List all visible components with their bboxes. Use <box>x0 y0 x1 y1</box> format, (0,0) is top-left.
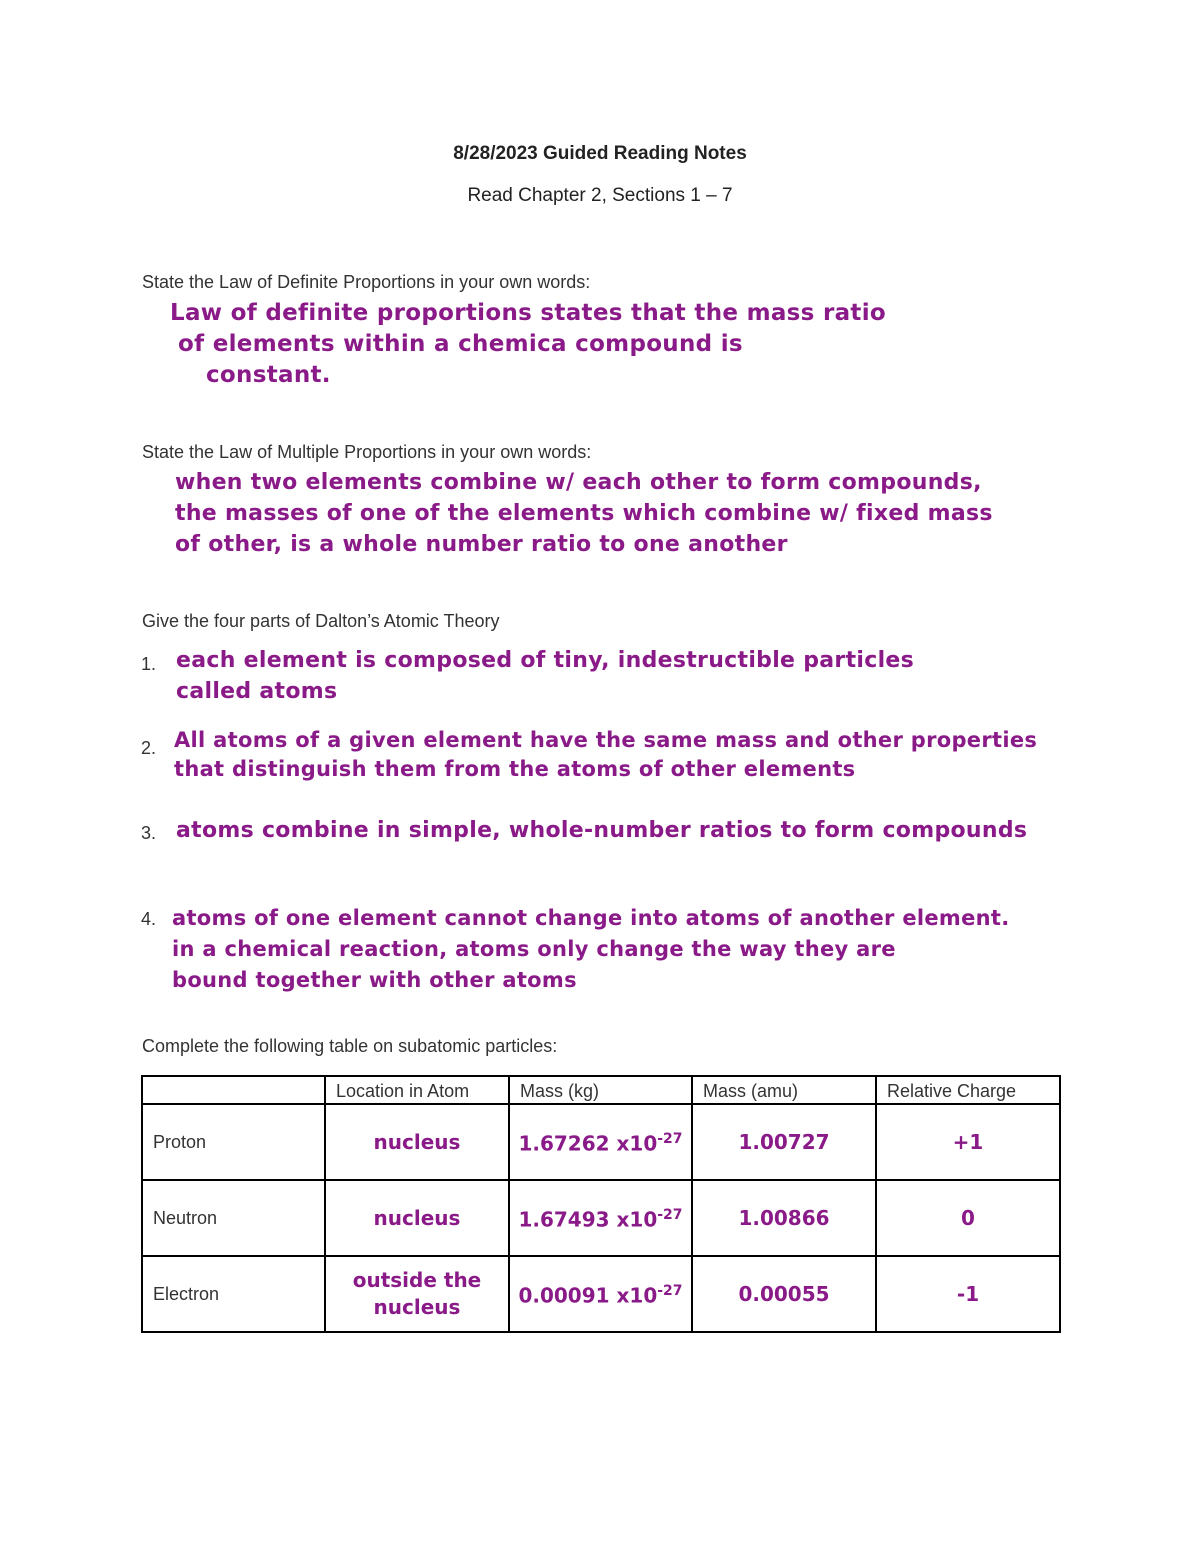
table-row <box>142 1256 1060 1332</box>
dalton-item-line: each element is composed of tiny, indestructible particles <box>176 648 915 673</box>
dalton-item-number: 2. <box>141 738 157 758</box>
dalton-item-line: in a chemical reaction, atoms only change the way they are <box>172 937 896 961</box>
definite-prompt: State the Law of Definite Proportions in your own words: <box>142 272 591 292</box>
mass-kg-exponent: -27 <box>657 1283 683 1300</box>
subatomic-table <box>141 1075 1061 1333</box>
multiple-prompt: State the Law of Multiple Proportions in your own words: <box>142 442 592 462</box>
table-prompt: Complete the following table on subatomic particles: <box>142 1036 558 1056</box>
mass-amu-cell: 1.00727 <box>692 1104 876 1180</box>
dalton-item-line: called atoms <box>176 679 338 704</box>
page-title: 8/28/2023 Guided Reading Notes <box>453 143 747 164</box>
dalton-item-number: 1. <box>141 654 157 674</box>
page-subtitle: Read Chapter 2, Sections 1 – 7 <box>467 185 733 206</box>
dalton-item-number: 3. <box>141 823 157 843</box>
mass-kg-mantissa: 1.67262 x10 <box>518 1131 658 1156</box>
definite-answer-line: Law of definite proportions states that the mass ratio <box>170 300 887 326</box>
table-header-row <box>142 1076 1060 1104</box>
table-row <box>142 1104 1060 1180</box>
dalton-item-line: All atoms of a given element have the same mass and other properties <box>174 728 1038 752</box>
dalton-prompt: Give the four parts of Dalton’s Atomic Theory <box>142 611 500 631</box>
charge-cell: 0 <box>876 1180 1060 1256</box>
mass-amu-cell: 1.00866 <box>692 1180 876 1256</box>
location-cell: outside the nucleus <box>325 1256 509 1332</box>
dalton-item-number: 4. <box>141 909 157 929</box>
mass-amu-cell: 0.00055 <box>692 1256 876 1332</box>
column-header: Mass (kg) <box>509 1076 692 1104</box>
particle-name: Proton <box>142 1104 325 1180</box>
table-row <box>142 1180 1060 1256</box>
mass-kg-cell <box>509 1256 692 1332</box>
dalton-item-line: atoms combine in simple, whole-number ratios to form compounds <box>176 818 1028 843</box>
particle-name: Neutron <box>142 1180 325 1256</box>
mass-kg-mantissa: 1.67493 x10 <box>518 1207 658 1232</box>
charge-cell: -1 <box>876 1256 1060 1332</box>
location-cell: nucleus <box>325 1180 509 1256</box>
multiple-answer-line: of other, is a whole number ratio to one another <box>175 532 788 557</box>
definite-answer <box>170 298 886 391</box>
dalton-item-2 <box>174 726 1037 784</box>
mass-kg-cell <box>509 1180 692 1256</box>
column-header: Location in Atom <box>325 1076 509 1104</box>
column-header <box>142 1076 325 1104</box>
definite-answer-line: constant. <box>206 362 331 388</box>
multiple-answer-line: the masses of one of the elements which combine w/ fixed mass <box>175 501 993 526</box>
dalton-item-line: bound together with other atoms <box>172 968 577 992</box>
dalton-item-4 <box>172 903 1010 996</box>
location-cell: nucleus <box>325 1104 509 1180</box>
column-header: Relative Charge <box>876 1076 1060 1104</box>
dalton-item-3 <box>176 815 1027 846</box>
mass-kg-mantissa: 0.00091 x10 <box>518 1283 658 1308</box>
multiple-answer-line: when two elements combine w/ each other to form compounds, <box>175 470 982 495</box>
dalton-item-1 <box>176 645 914 707</box>
mass-kg-exponent: -27 <box>657 1131 683 1148</box>
particle-name: Electron <box>142 1256 325 1332</box>
mass-kg-exponent: -27 <box>657 1207 683 1224</box>
charge-cell: +1 <box>876 1104 1060 1180</box>
dalton-item-line: atoms of one element cannot change into atoms of another element. <box>172 906 1010 930</box>
mass-kg-cell <box>509 1104 692 1180</box>
dalton-item-line: that distinguish them from the atoms of other elements <box>174 757 856 781</box>
column-header: Mass (amu) <box>692 1076 876 1104</box>
multiple-answer <box>175 467 993 560</box>
definite-answer-line: of elements within a chemica compound is <box>178 331 743 357</box>
